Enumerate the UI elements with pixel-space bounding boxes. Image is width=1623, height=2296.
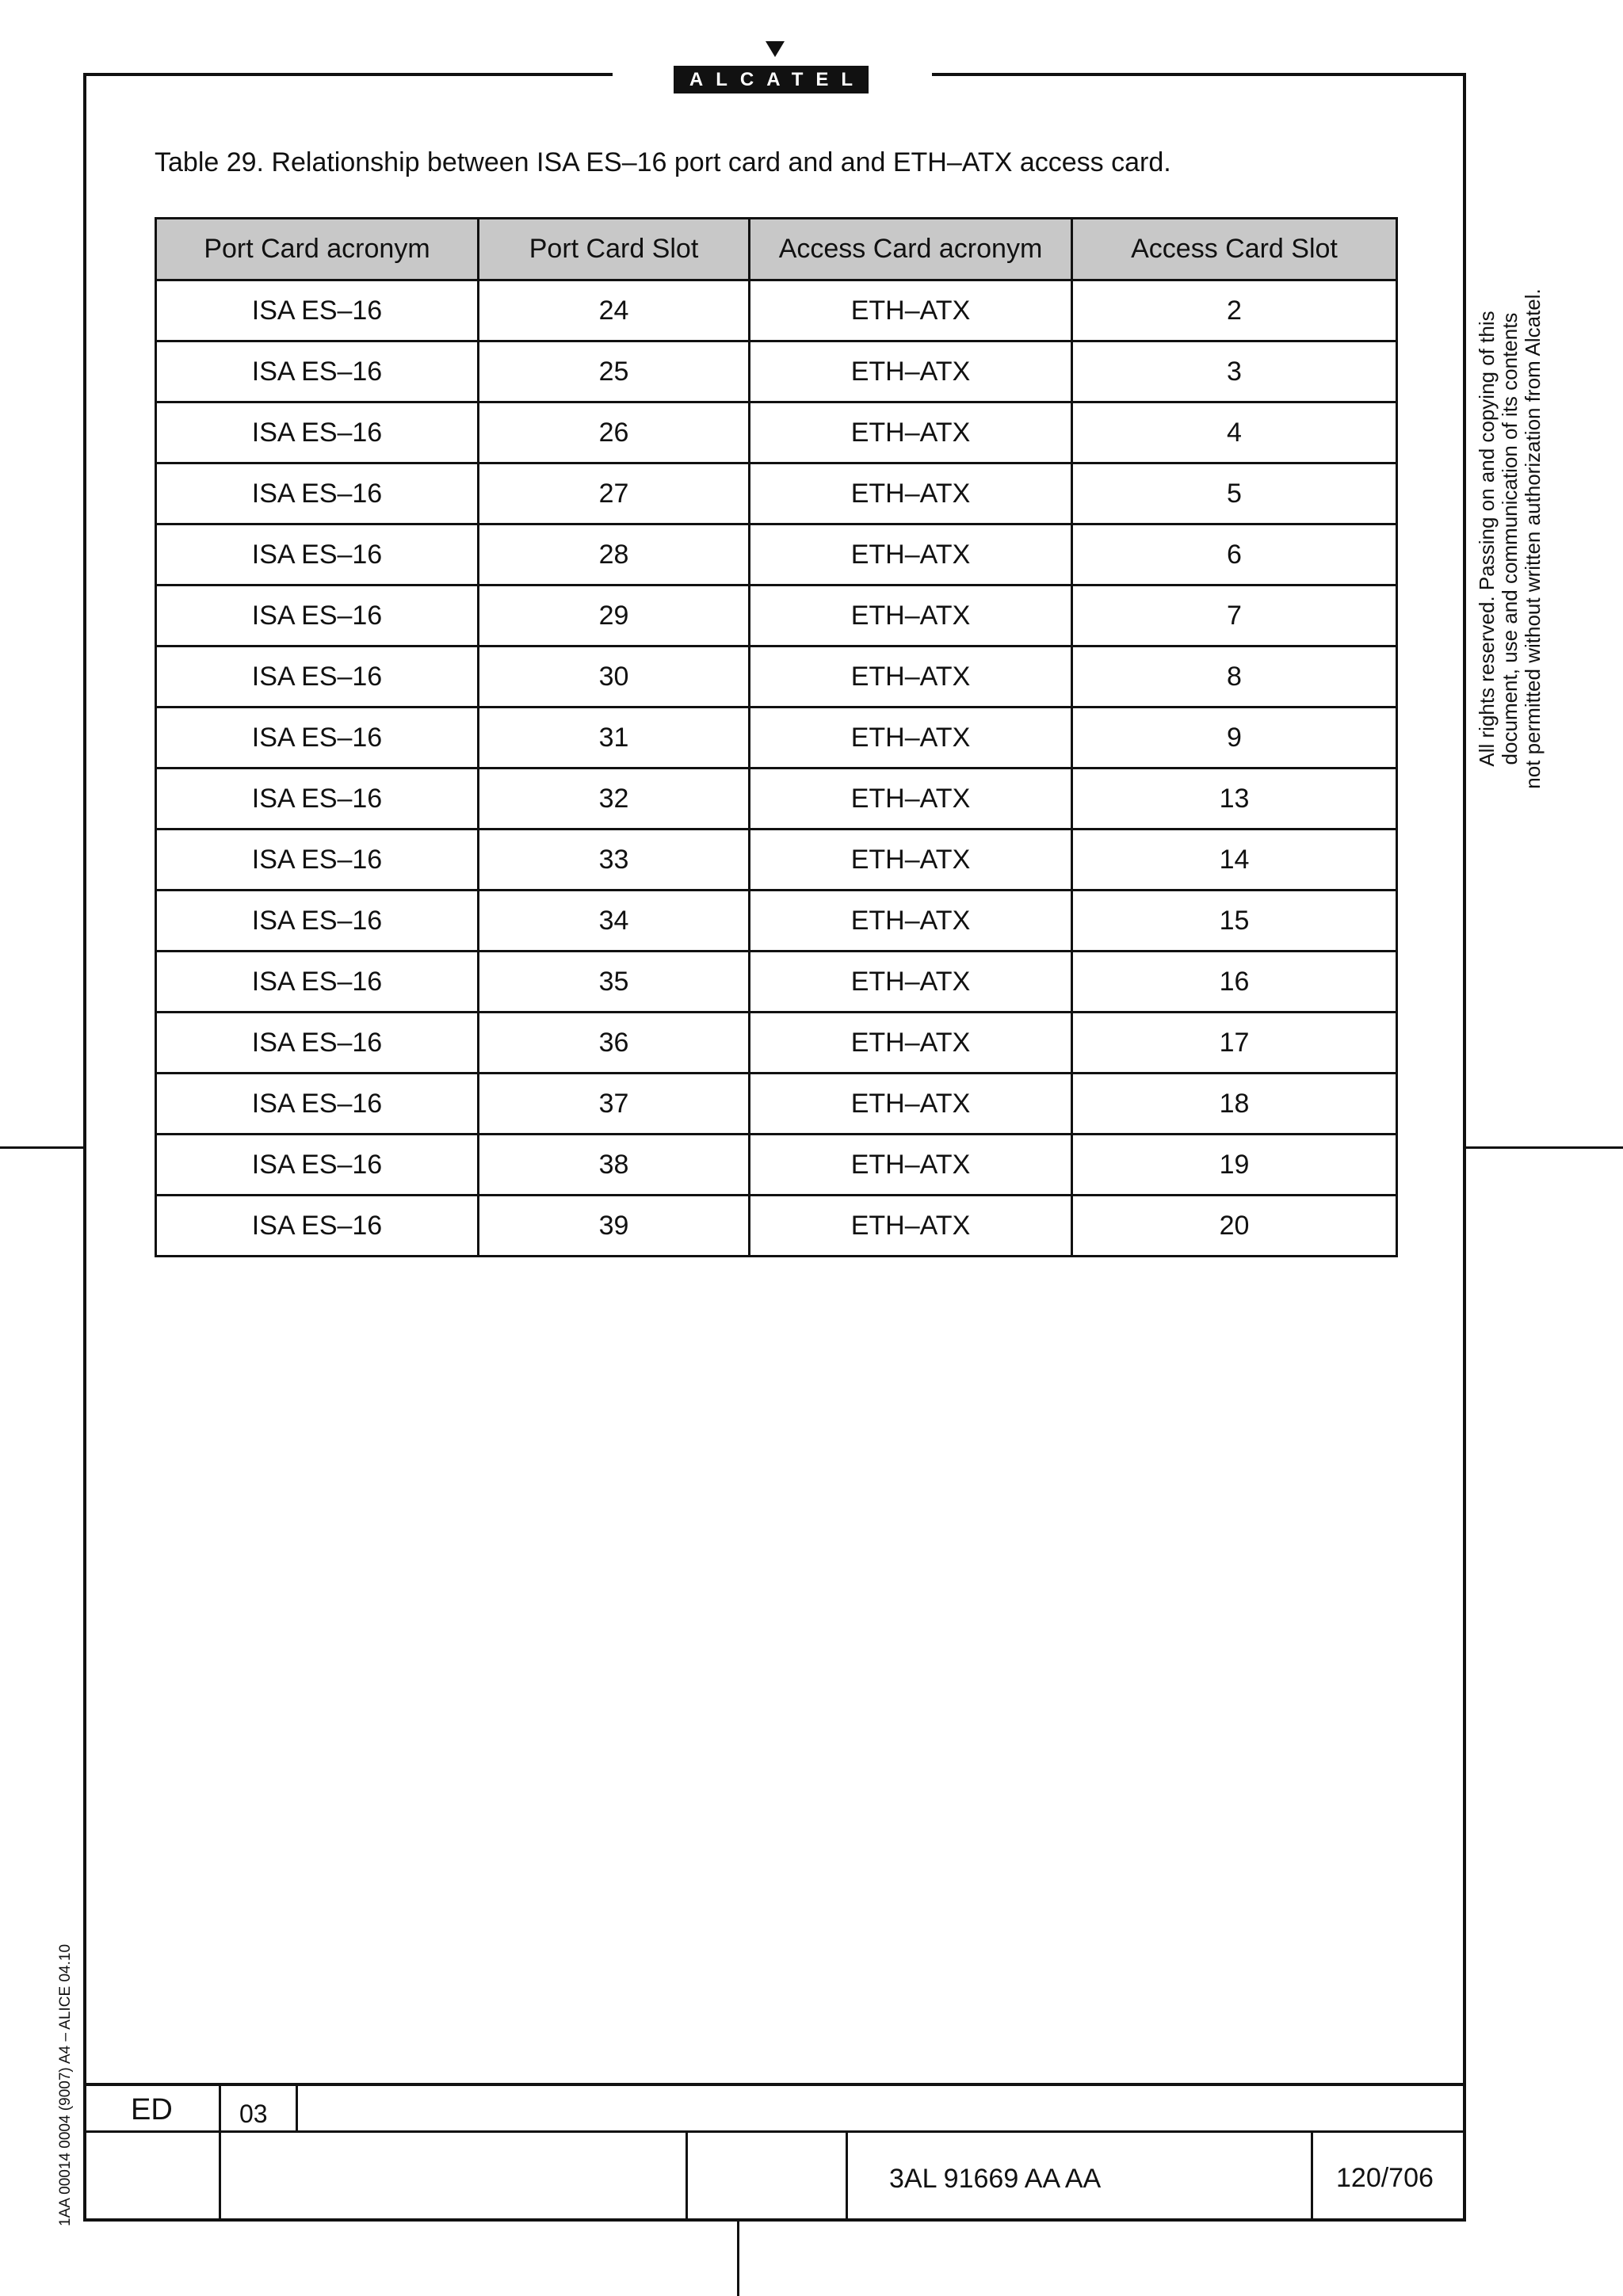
copyright-line: document, use and communication of its contents — [1498, 312, 1522, 765]
cell-port-card-acronym: ISA ES–16 — [156, 1013, 479, 1074]
cell-port-card-slot: 27 — [479, 463, 750, 524]
cell-port-card-slot: 26 — [479, 402, 750, 463]
cell-access-card-slot: 4 — [1072, 402, 1397, 463]
cell-port-card-acronym: ISA ES–16 — [156, 280, 479, 341]
frame-bottom — [83, 2218, 1466, 2222]
fold-mark-left — [0, 1146, 83, 1149]
cell-access-card-slot: 3 — [1072, 341, 1397, 402]
cell-port-card-acronym: ISA ES–16 — [156, 646, 479, 707]
logo-text: ALCATEL — [674, 66, 869, 93]
cell-access-card-slot: 17 — [1072, 1013, 1397, 1074]
cell-access-card-acronym: ETH–ATX — [750, 891, 1072, 952]
logo-triangle-icon — [766, 41, 785, 57]
cell-port-card-slot: 34 — [479, 891, 750, 952]
copyright-line: All rights reserved. Passing on and copying of this — [1475, 311, 1499, 767]
cell-access-card-acronym: ETH–ATX — [750, 707, 1072, 769]
cell-access-card-acronym: ETH–ATX — [750, 1074, 1072, 1135]
edition-label: ED — [131, 2093, 173, 2126]
table-row — [156, 830, 1397, 891]
table-row — [156, 891, 1397, 952]
table-row — [156, 646, 1397, 707]
cell-port-card-acronym: ISA ES–16 — [156, 585, 479, 646]
table-row — [156, 769, 1397, 830]
cell-access-card-acronym: ETH–ATX — [750, 402, 1072, 463]
table-row — [156, 707, 1397, 769]
fold-mark-bottom — [737, 2222, 739, 2296]
edition-number: 03 — [239, 2100, 268, 2128]
col-header-access-card-acronym: Access Card acronym — [750, 219, 1072, 280]
table-header-row — [156, 219, 1397, 280]
cell-port-card-slot: 31 — [479, 707, 750, 769]
cell-access-card-acronym: ETH–ATX — [750, 524, 1072, 585]
cell-port-card-slot: 39 — [479, 1196, 750, 1257]
cell-port-card-slot: 28 — [479, 524, 750, 585]
table-row — [156, 402, 1397, 463]
table-row — [156, 280, 1397, 341]
table-row — [156, 341, 1397, 402]
cell-access-card-acronym: ETH–ATX — [750, 463, 1072, 524]
frame-top-left — [83, 73, 613, 76]
cell-port-card-slot: 36 — [479, 1013, 750, 1074]
cell-access-card-acronym: ETH–ATX — [750, 1196, 1072, 1257]
cell-access-card-slot: 5 — [1072, 463, 1397, 524]
cell-access-card-acronym: ETH–ATX — [750, 585, 1072, 646]
cell-port-card-acronym: ISA ES–16 — [156, 891, 479, 952]
cell-access-card-acronym: ETH–ATX — [750, 646, 1072, 707]
cell-access-card-slot: 14 — [1072, 830, 1397, 891]
cell-port-card-slot: 30 — [479, 646, 750, 707]
cell-port-card-acronym: ISA ES–16 — [156, 1135, 479, 1196]
cell-access-card-slot: 19 — [1072, 1135, 1397, 1196]
cell-access-card-slot: 7 — [1072, 585, 1397, 646]
footer-vline — [685, 2131, 688, 2222]
table-row — [156, 524, 1397, 585]
cell-access-card-slot: 2 — [1072, 280, 1397, 341]
form-reference: 1AA 00014 0004 (9007) A4 – ALICE 04.10 — [57, 1943, 74, 2226]
cell-port-card-slot: 33 — [479, 830, 750, 891]
cell-access-card-slot: 9 — [1072, 707, 1397, 769]
cell-access-card-acronym: ETH–ATX — [750, 341, 1072, 402]
page-number: 120/706 — [1336, 2163, 1434, 2193]
footer-vline — [846, 2131, 848, 2222]
table-caption: Table 29. Relationship between ISA ES–16 port card and and ETH–ATX access card. — [155, 147, 1171, 177]
cell-access-card-acronym: ETH–ATX — [750, 1135, 1072, 1196]
cell-access-card-slot: 18 — [1072, 1074, 1397, 1135]
cell-access-card-slot: 15 — [1072, 891, 1397, 952]
cell-access-card-acronym: ETH–ATX — [750, 280, 1072, 341]
cell-port-card-slot: 32 — [479, 769, 750, 830]
cell-port-card-acronym: ISA ES–16 — [156, 1074, 479, 1135]
cell-access-card-acronym: ETH–ATX — [750, 1013, 1072, 1074]
cell-access-card-acronym: ETH–ATX — [750, 769, 1072, 830]
card-relationship-table — [155, 217, 1398, 1257]
footer-vline — [1311, 2131, 1313, 2222]
frame-left — [83, 73, 86, 2222]
cell-port-card-slot: 37 — [479, 1074, 750, 1135]
col-header-port-card-slot: Port Card Slot — [479, 219, 750, 280]
cell-port-card-acronym: ISA ES–16 — [156, 707, 479, 769]
fold-mark-right — [1466, 1146, 1623, 1149]
cell-access-card-slot: 6 — [1072, 524, 1397, 585]
cell-access-card-slot: 16 — [1072, 952, 1397, 1013]
frame-top-right — [932, 73, 1466, 76]
cell-port-card-acronym: ISA ES–16 — [156, 524, 479, 585]
footer-vline — [296, 2083, 298, 2132]
table-row — [156, 1013, 1397, 1074]
cell-port-card-acronym: ISA ES–16 — [156, 402, 479, 463]
cell-access-card-slot: 8 — [1072, 646, 1397, 707]
document-number: 3AL 91669 AA AA — [889, 2164, 1102, 2194]
col-header-port-card-acronym: Port Card acronym — [156, 219, 479, 280]
cell-port-card-acronym: ISA ES–16 — [156, 830, 479, 891]
copyright-line: not permitted without written authorization from Alcatel. — [1521, 288, 1545, 789]
cell-port-card-slot: 24 — [479, 280, 750, 341]
footer-mid-line — [83, 2130, 1466, 2133]
cell-access-card-slot: 20 — [1072, 1196, 1397, 1257]
cell-port-card-acronym: ISA ES–16 — [156, 1196, 479, 1257]
cell-port-card-acronym: ISA ES–16 — [156, 769, 479, 830]
table-row — [156, 463, 1397, 524]
table-row — [156, 1135, 1397, 1196]
cell-access-card-acronym: ETH–ATX — [750, 952, 1072, 1013]
footer-vline — [219, 2083, 221, 2222]
table-row — [156, 1074, 1397, 1135]
col-header-access-card-slot: Access Card Slot — [1072, 219, 1397, 280]
cell-access-card-acronym: ETH–ATX — [750, 830, 1072, 891]
table-row — [156, 1196, 1397, 1257]
copyright-notice — [1476, 277, 1545, 800]
cell-port-card-acronym: ISA ES–16 — [156, 341, 479, 402]
cell-port-card-slot: 29 — [479, 585, 750, 646]
cell-port-card-acronym: ISA ES–16 — [156, 463, 479, 524]
cell-port-card-acronym: ISA ES–16 — [156, 952, 479, 1013]
cell-port-card-slot: 38 — [479, 1135, 750, 1196]
table-row — [156, 952, 1397, 1013]
cell-access-card-slot: 13 — [1072, 769, 1397, 830]
footer-top-line — [83, 2083, 1466, 2086]
table-row — [156, 585, 1397, 646]
cell-port-card-slot: 35 — [479, 952, 750, 1013]
cell-port-card-slot: 25 — [479, 341, 750, 402]
